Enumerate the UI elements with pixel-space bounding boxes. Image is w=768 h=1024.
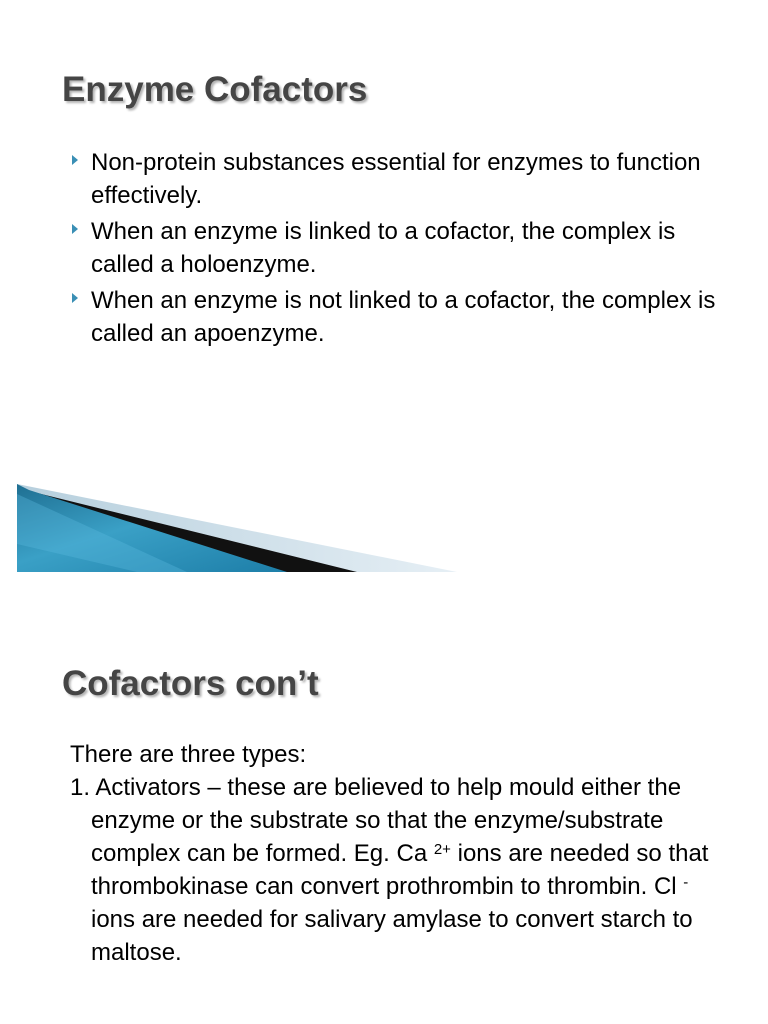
bullet-arrow-icon <box>72 293 78 303</box>
bullet-text: When an enzyme is not linked to a cofactor, the complex is called an apoenzyme. <box>91 287 716 347</box>
slide-2 <box>0 600 768 1024</box>
bullet-item <box>70 146 720 212</box>
bullet-arrow-icon <box>72 155 78 165</box>
activators-text-3: ions are needed for salivary amylase to convert starch to maltose. <box>91 906 693 966</box>
bullet-text: When an enzyme is linked to a cofactor, the complex is called a holoenzyme. <box>91 218 676 278</box>
bullet-arrow-icon <box>72 224 78 234</box>
activators-text-2: ions are needed so that thrombokinase can convert prothrombin to thrombin. Cl <box>91 840 709 900</box>
bullet-text: Non-protein substances essential for enzymes to function effectively. <box>91 149 701 209</box>
bullet-item <box>70 215 720 281</box>
decorative-wedge-banner <box>17 484 457 574</box>
bullet-item <box>70 284 720 350</box>
slide-2-title: Cofactors con’t <box>62 664 319 703</box>
slide-1-title: Enzyme Cofactors <box>62 70 368 109</box>
bullet-list <box>70 146 720 353</box>
list-item-activators <box>70 771 720 969</box>
types-intro: There are three types: <box>70 741 307 768</box>
chloride-charge: - <box>683 874 689 891</box>
slide-2-body <box>70 738 720 969</box>
activators-text-1: 1. Activators – these are believed to help mould either the enzyme or the substrate so that the enzyme/substrate complex can be formed. Eg. Ca <box>70 774 682 867</box>
calcium-charge: 2+ <box>433 841 451 858</box>
